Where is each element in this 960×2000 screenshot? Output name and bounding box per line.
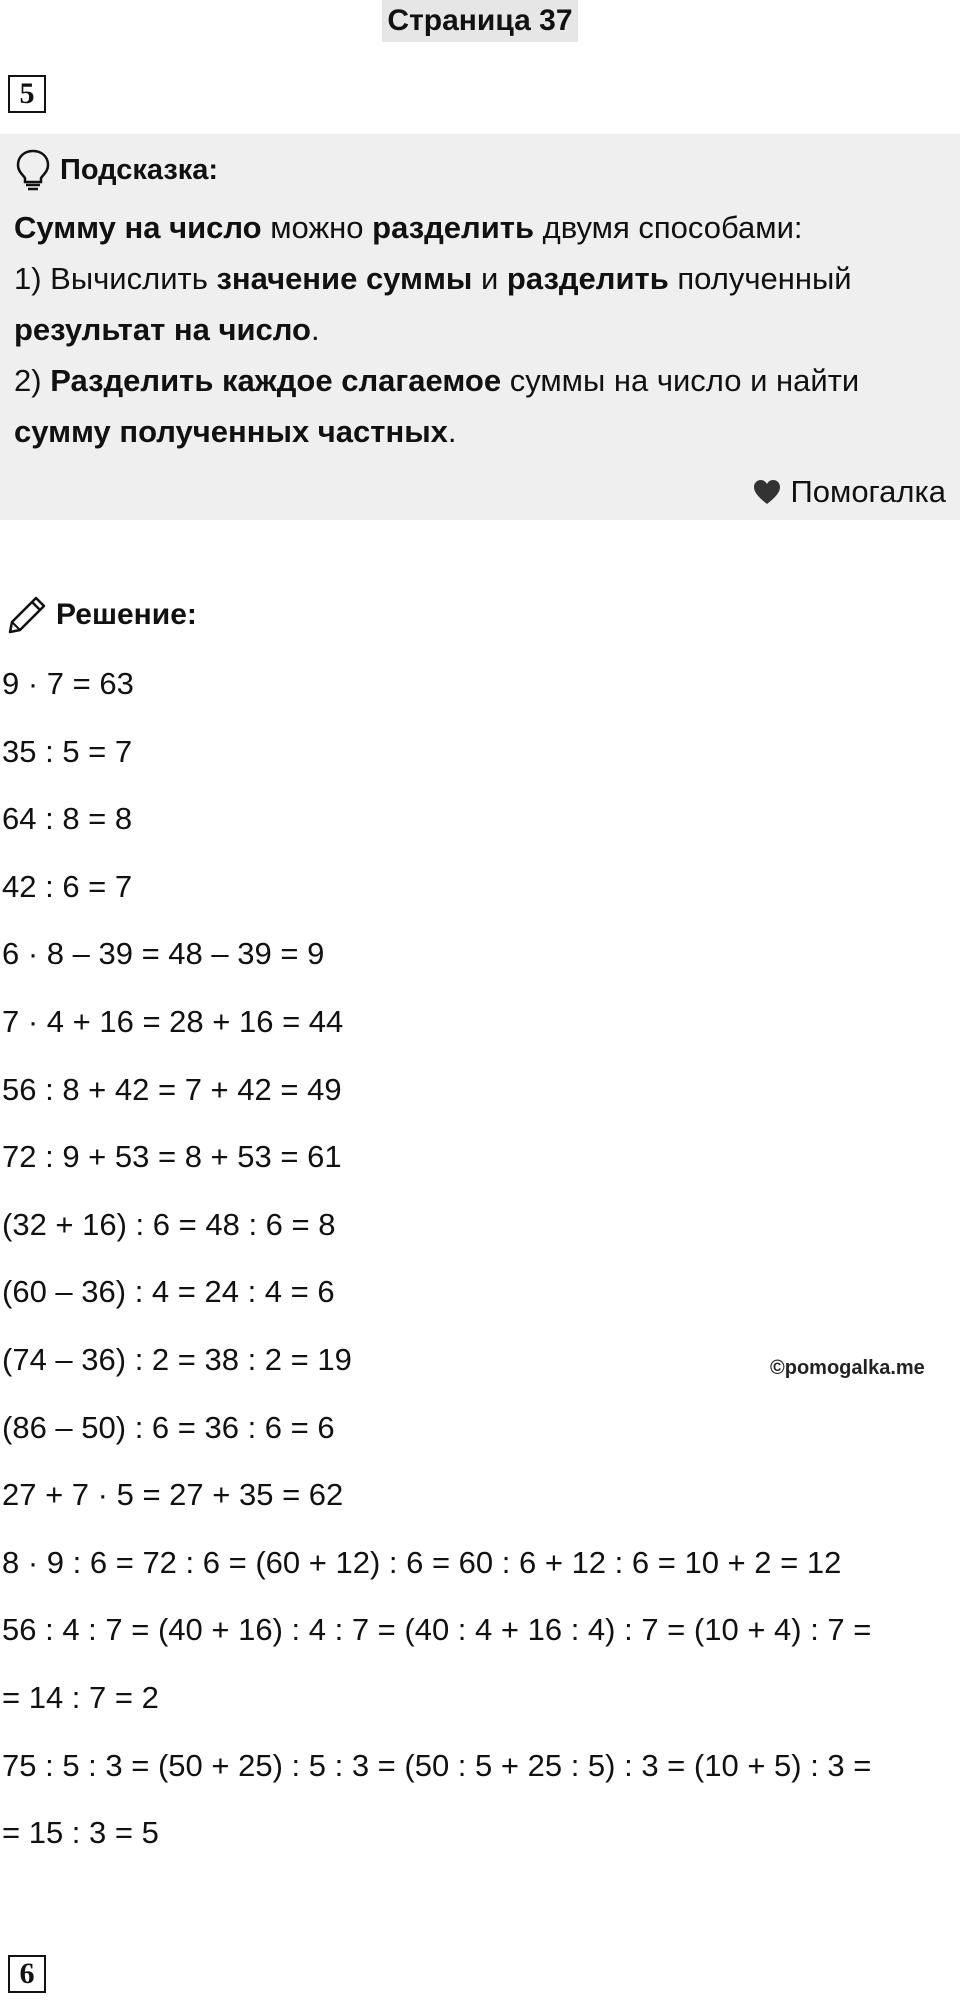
solution-line: 35 : 5 = 7	[2, 733, 133, 769]
hint-span: полученный	[668, 261, 852, 296]
hint-bold: разделить	[506, 261, 669, 296]
hint-span: 2)	[14, 363, 51, 398]
solution-line: 56 : 4 : 7 = (40 + 16) : 4 : 7 = (40 : 4 + 16 : 4) : 7 = (10 + 4) : 7 =	[2, 1612, 872, 1648]
hint-span: 1) Вычислить	[14, 261, 217, 296]
hint-bold: сумму полученных частных	[14, 414, 448, 449]
solution-line: (60 – 36) : 4 = 24 : 4 = 6	[2, 1274, 335, 1310]
solution-line: 9 · 7 = 63	[2, 666, 134, 701]
hint-bold: значение суммы	[216, 261, 473, 296]
brand-link[interactable]	[752, 470, 946, 514]
lightbulb-icon	[14, 148, 52, 192]
solution-line: 8 · 9 : 6 = 72 : 6 = (60 + 12) : 6 = 60 : 6 + 12 : 6 = 10 + 2 = 12	[2, 1544, 842, 1580]
solution-line: 72 : 9 + 53 = 8 + 53 = 61	[2, 1139, 342, 1175]
hint-span: .	[310, 312, 320, 347]
hint-line-4	[14, 355, 946, 406]
hint-line-1	[14, 202, 946, 253]
solution-line: (32 + 16) : 6 = 48 : 6 = 8	[2, 1206, 336, 1242]
hint-header	[14, 144, 946, 196]
solution-lines	[2, 658, 871, 1875]
hint-bold: результат на число	[14, 312, 311, 347]
hint-line-3	[14, 304, 946, 355]
solution-title: Решение:	[56, 598, 197, 631]
watermark: ©pomogalka.me	[770, 1357, 925, 1379]
hint-text	[14, 202, 946, 457]
solution-line: 6 · 8 – 39 = 48 – 39 = 9	[2, 936, 325, 972]
hint-span: двумя способами:	[534, 210, 803, 245]
hint-span: и	[472, 261, 507, 296]
hint-bold: Сумму на число	[14, 210, 262, 245]
hint-box	[0, 134, 960, 520]
solution-line: (86 – 50) : 6 = 36 : 6 = 6	[2, 1409, 335, 1445]
hint-bold: Разделить каждое слагаемое	[50, 363, 502, 398]
pencil-icon	[6, 594, 48, 636]
solution-line: 56 : 8 + 42 = 7 + 42 = 49	[2, 1071, 342, 1107]
solution-line: 27 + 7 · 5 = 27 + 35 = 62	[2, 1477, 344, 1513]
solution-line: 7 · 4 + 16 = 28 + 16 = 44	[2, 1003, 344, 1039]
solution-line: = 15 : 3 = 5	[2, 1815, 159, 1851]
hint-bold: разделить	[372, 210, 535, 245]
hint-span: .	[447, 414, 457, 449]
heart-icon	[752, 478, 782, 506]
hint-line-2	[14, 253, 946, 304]
hint-span: можно	[261, 210, 373, 245]
task-number-5: 5	[8, 75, 46, 113]
task-number-6: 6	[8, 1955, 46, 1993]
hint-line-5	[14, 406, 946, 457]
brand-label: Помогалка	[790, 474, 946, 509]
solution-line: 75 : 5 : 3 = (50 + 25) : 5 : 3 = (50 : 5 + 25 : 5) : 3 = (10 + 5) : 3 =	[2, 1747, 872, 1783]
page-title: Страница 37	[382, 0, 578, 42]
hint-span: суммы на число и найти	[501, 363, 860, 398]
hint-title: Подсказка:	[60, 153, 219, 186]
solution-line: 42 : 6 = 7	[2, 868, 133, 904]
solution-line: = 14 : 7 = 2	[2, 1679, 159, 1715]
solution-line: (74 – 36) : 2 = 38 : 2 = 19	[2, 1341, 352, 1377]
solution-line: 64 : 8 = 8	[2, 801, 133, 837]
solution-header	[6, 590, 197, 640]
